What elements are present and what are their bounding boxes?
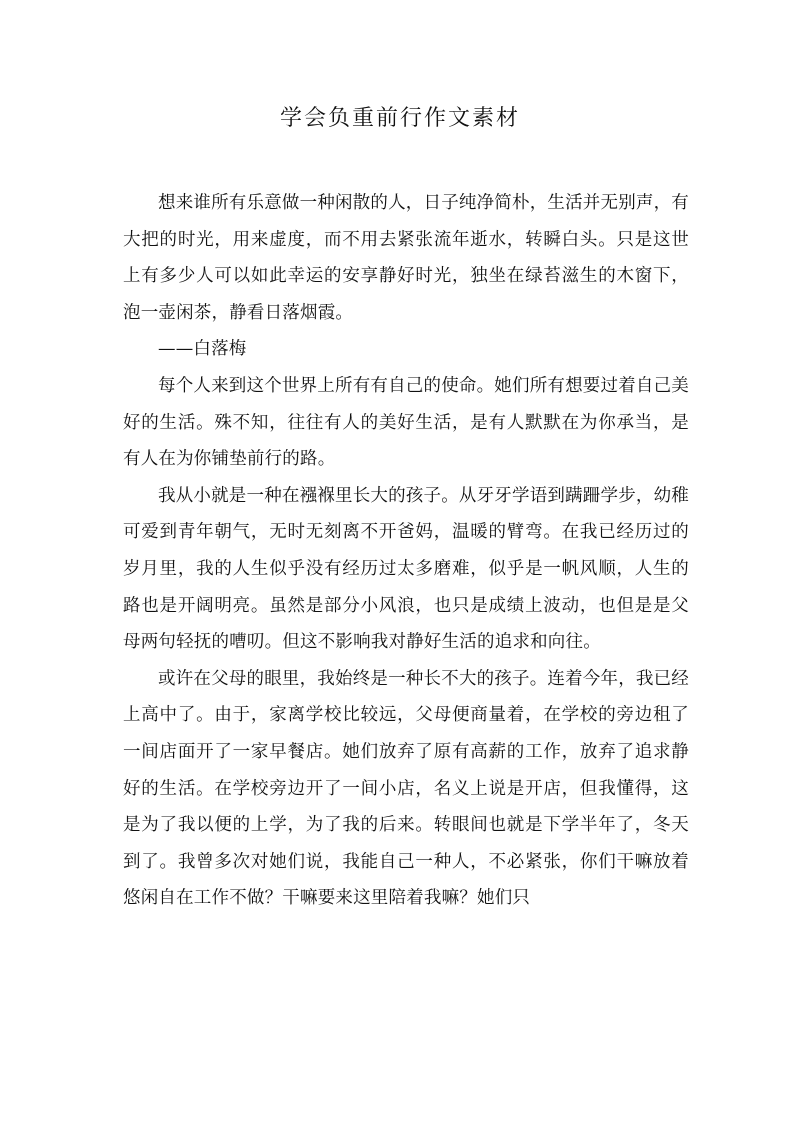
paragraph-parents: 或许在父母的眼里，我始终是一种长不大的孩子。连着今年，我已经上高中了。由于，家离学校比较远，父母便商量着，在学校的旁边租了一间店面开了一家早餐店。她们放弃了原有高薪的工作，放弃了追求静好的生活。在学校旁边开了一间小店，名义上说是开店，但我懂得，这是为了我以便的上学，为了我的后来。转眼间也就是下学半年了，冬天到了。我曾多次对她们说，我能自己一种人，不必紧张，你们干嘛放着悠闲自在工作不做？干嘛要来这里陪着我嘛？她们只 (123, 668, 689, 909)
paragraph-attribution: ——白落梅 (158, 339, 247, 360)
paragraph-mission: 每个人来到这个世界上所有有自己的使命。她们所有想要过着自己美好的生活。殊不知，往往有人的美好生活，是有人默默在为你承当，是有人在为你铺垫前行的路。 (123, 375, 689, 470)
paragraph-childhood: 我从小就是一种在襁褓里长大的孩子。从牙牙学语到蹒跚学步，幼稚可爱到青年朝气，无时无刻离不开爸妈，温暖的臂弯。在我已经历过的岁月里，我的人生似乎没有经历过太多磨难，似乎是一帆风顺，人生的路也是开阔明亮。虽然是部分小风浪，也只是成绩上波动，也但是是父母两句轻抚的嘈叨。但这不影响我对静好生活的追求和向往。 (123, 485, 689, 653)
paragraph-quote: 想来谁所有乐意做一种闲散的人，日子纯净简朴，生活并无别声，有大把的时光，用来虚度，而不用去紧张流年逝水，转瞬白头。只是这世上有多少人可以如此幸运的安享静好时光，独坐在绿苔滋生的木窗下，泡一壶闲茶，静看日落烟霞。 (123, 193, 689, 323)
document-body (123, 185, 689, 917)
document-title: 学会负重前行作文素材 (279, 106, 520, 131)
